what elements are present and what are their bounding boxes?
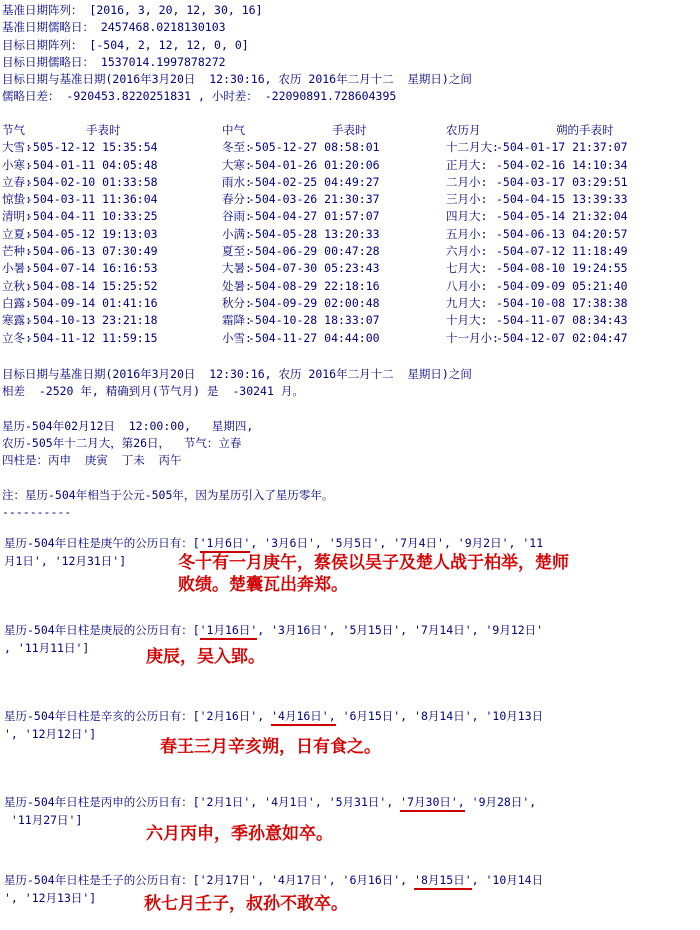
zhongqi-name: 夏至:: [222, 244, 252, 259]
header-zhongqi: 中气: [222, 123, 245, 137]
date-list-line-1: 星历-504年日柱是壬子的公历日有：['2月17日', '4月17日', '6月16日', '8月15日', '10月14日: [4, 871, 698, 889]
jieqi-time: -504-01-11 04:05:48: [26, 157, 158, 172]
jieqi-name: 白露:: [2, 295, 32, 310]
jieqi-time: -504-11-12 11:59:15: [26, 330, 158, 345]
table-row: [2, 330, 698, 347]
zhongqi-name: 大暑:: [222, 261, 252, 276]
table-row: [2, 157, 698, 174]
year-note: 注：星历-504年相当于公元-505年，因为星历引入了星历零年。: [2, 488, 334, 503]
lunar-month: 八月小:: [446, 278, 488, 293]
zhongqi-name: 秋分:: [222, 295, 252, 310]
jieqi-time: -504-06-13 07:30:49: [26, 244, 158, 259]
table-row: [2, 260, 698, 277]
jieqi-time: -504-02-10 01:33:58: [26, 174, 158, 189]
four-pillars: 四柱是：丙申 庚寅 丁未 丙午: [2, 453, 182, 468]
lunar-month: 十二月大:: [446, 140, 499, 155]
date-list-line-2: '11月27日']: [4, 813, 83, 827]
zhongqi-time: -504-02-25 04:49:27: [248, 174, 380, 189]
table-row: [2, 278, 698, 295]
jieqi-time: -504-08-14 15:25:52: [26, 278, 158, 293]
new-moon-time: -504-11-07 08:34:43: [496, 313, 628, 328]
chronicle-annotation: 秋七月壬子，叔孙不敢卒。: [144, 894, 348, 914]
zhongqi-time: -504-11-27 04:44:00: [248, 330, 380, 345]
table-row: [2, 191, 698, 208]
jieqi-name: 芒种:: [2, 244, 32, 259]
table-row: [2, 312, 698, 329]
date-list-line-2: , '11月11日']: [4, 641, 90, 655]
new-moon-time: -504-05-14 21:32:04: [496, 209, 628, 224]
new-moon-time: -504-09-09 05:21:40: [496, 278, 628, 293]
zhongqi-time: -504-01-26 01:20:06: [248, 157, 380, 172]
target-julian-day: 目标日期儒略日： 1537014.1997878272: [2, 54, 226, 69]
highlighted-date: '1月6日': [200, 536, 251, 553]
header-new-moon-time: 朔的手表时: [556, 123, 614, 137]
lunar-month: 六月小:: [446, 244, 488, 259]
zhongqi-time: -505-12-27 08:58:01: [248, 140, 380, 155]
table-row: [2, 243, 698, 260]
month-difference: 相差 -2520 年, 精确到月(节气月) 是 -30241 月。: [2, 384, 304, 399]
new-moon-time: -504-04-15 13:39:33: [496, 192, 628, 207]
target-date-array: 目标日期阵列： [-504, 2, 12, 12, 0, 0]: [2, 37, 249, 52]
lunar-month: 十一月小:: [446, 330, 499, 345]
table-row: [2, 139, 698, 156]
lunar-date: 农历-505年十二月大，第26日， 节气：立春: [2, 436, 242, 451]
between-line-2: 目标日期与基准日期(2016年3月20日 12:30:16, 农历 2016年二月十二 星期日)之间: [2, 367, 472, 381]
zhongqi-time: -504-09-29 02:00:48: [248, 295, 380, 310]
new-moon-time: -504-07-12 11:18:49: [496, 244, 628, 259]
table-row: [2, 208, 698, 225]
solar-terms-table: [2, 122, 698, 347]
lunar-month: 三月小:: [446, 192, 488, 207]
day-pillar-block: [4, 871, 698, 907]
zhongqi-time: -504-05-28 13:20:33: [248, 226, 380, 241]
jieqi-time: -504-09-14 01:41:16: [26, 295, 158, 310]
separator: ----------: [2, 505, 72, 520]
new-moon-time: -504-02-16 14:10:34: [496, 157, 628, 172]
header-block: [2, 2, 696, 106]
day-pillar-block: [4, 621, 698, 657]
lunar-month: 正月大:: [446, 157, 488, 172]
highlighted-date: '7月30日',: [400, 795, 465, 812]
jieqi-name: 立春:: [2, 174, 32, 189]
zhongqi-name: 小雪:: [222, 330, 252, 345]
info-block: [2, 366, 696, 522]
new-moon-time: -504-01-17 21:37:07: [496, 140, 628, 155]
jieqi-time: -504-05-12 19:13:03: [26, 226, 158, 241]
jieqi-name: 惊蛰:: [2, 192, 32, 207]
chronicle-annotation: 六月丙申，季孙意如卒。: [146, 824, 333, 844]
date-list-line-1: 星历-504年日柱是庚辰的公历日有：['1月16日', '3月16日', '5月15日', '7月14日', '9月12日': [4, 621, 698, 639]
jieqi-name: 大雪:: [2, 140, 32, 155]
highlighted-date: '8月15日': [414, 873, 472, 890]
jieqi-time: -505-12-12 15:35:54: [26, 140, 158, 155]
day-pillar-block: [4, 793, 698, 829]
zhongqi-name: 小满:: [222, 226, 252, 241]
zhongqi-name: 处暑:: [222, 278, 252, 293]
header-time-2: 手表时: [332, 123, 367, 137]
zhongqi-name: 霜降:: [222, 313, 252, 328]
lunar-month: 七月大:: [446, 261, 488, 276]
highlighted-date: '1月16日': [200, 623, 258, 640]
date-list-line-2: ', '12月13日']: [4, 891, 97, 905]
star-calendar-date: 星历-504年02月12日 12:00:00, 星期四,: [2, 418, 254, 433]
jieqi-name: 立夏:: [2, 226, 32, 241]
zhongqi-time: -504-06-29 00:47:28: [248, 244, 380, 259]
highlighted-date: '4月16日',: [271, 709, 336, 726]
zhongqi-time: -504-10-28 18:33:07: [248, 313, 380, 328]
between-line: 目标日期与基准日期(2016年3月20日 12:30:16, 农历 2016年二月十二 星期日)之间: [2, 72, 472, 87]
jieqi-name: 立秋:: [2, 278, 32, 293]
new-moon-time: -504-12-07 02:04:47: [496, 330, 628, 345]
header-lunar-month: 农历月: [446, 123, 481, 137]
zhongqi-name: 谷雨:: [222, 209, 252, 224]
lunar-month: 五月小:: [446, 226, 488, 241]
new-moon-time: -504-08-10 19:24:55: [496, 261, 628, 276]
new-moon-time: -504-10-08 17:38:38: [496, 295, 628, 310]
jieqi-name: 小寒:: [2, 157, 32, 172]
zhongqi-time: -504-03-26 21:30:37: [248, 192, 380, 207]
zhongqi-time: -504-04-27 01:57:07: [248, 209, 380, 224]
zhongqi-time: -504-08-29 22:18:16: [248, 278, 380, 293]
zhongqi-name: 雨水:: [222, 174, 252, 189]
header-time-1: 手表时: [86, 123, 121, 137]
jieqi-time: -504-10-13 23:21:18: [26, 313, 158, 328]
zhongqi-name: 春分:: [222, 192, 252, 207]
date-list-line-2: 月1日', '12月31日']: [4, 554, 127, 568]
zhongqi-name: 大寒:: [222, 157, 252, 172]
lunar-month: 四月大:: [446, 209, 488, 224]
table-row: [2, 226, 698, 243]
table-row: [2, 174, 698, 191]
jieqi-time: -504-04-11 10:33:25: [26, 209, 158, 224]
date-list-line-1: 星历-504年日柱是庚午的公历日有：['1月6日', '3月6日', '5月5日', '7月4日', '9月2日', '11: [4, 534, 698, 552]
jieqi-time: -504-03-11 11:36:04: [26, 192, 158, 207]
jieqi-name: 寒露:: [2, 313, 32, 328]
new-moon-time: -504-06-13 04:20:57: [496, 226, 628, 241]
date-list-line-2: ', '12月12日']: [4, 727, 97, 741]
chronicle-annotation: 春王三月辛亥朔，日有食之。: [160, 737, 381, 757]
jieqi-name: 小暑:: [2, 261, 32, 276]
zhongqi-name: 冬至:: [222, 140, 252, 155]
new-moon-time: -504-03-17 03:29:51: [496, 174, 628, 189]
chronicle-annotation: 冬十有一月庚午，蔡侯以吴子及楚人战于柏举，楚师 败绩。楚囊瓦出奔郑。: [178, 553, 569, 595]
chronicle-annotation: 庚辰，吴入郢。: [146, 647, 265, 667]
base-date-array: 基准日期阵列： [2016, 3, 20, 12, 30, 16]: [2, 3, 263, 17]
table-header-row: [2, 122, 698, 139]
lunar-month: 九月大:: [446, 295, 488, 310]
jieqi-name: 清明:: [2, 209, 32, 224]
date-list-line-1: 星历-504年日柱是丙申的公历日有：['2月1日', '4月1日', '5月31日', '7月30日', '9月28日',: [4, 793, 698, 811]
zhongqi-time: -504-07-30 05:23:43: [248, 261, 380, 276]
lunar-month: 十月大:: [446, 313, 488, 328]
lunar-month: 二月小:: [446, 174, 488, 189]
header-jieqi: 节气: [2, 123, 25, 137]
base-julian-day: 基准日期儒略日： 2457468.0218130103: [2, 20, 226, 35]
table-row: [2, 295, 698, 312]
julian-diff: 儒略日差： -920453.8220251831 , 小时差： -22090891.728604395: [2, 89, 397, 104]
jieqi-time: -504-07-14 16:16:53: [26, 261, 158, 276]
jieqi-name: 立冬:: [2, 330, 32, 345]
date-list-line-1: 星历-504年日柱是辛亥的公历日有：['2月16日', '4月16日', '6月15日', '8月14日', '10月13日: [4, 707, 698, 725]
